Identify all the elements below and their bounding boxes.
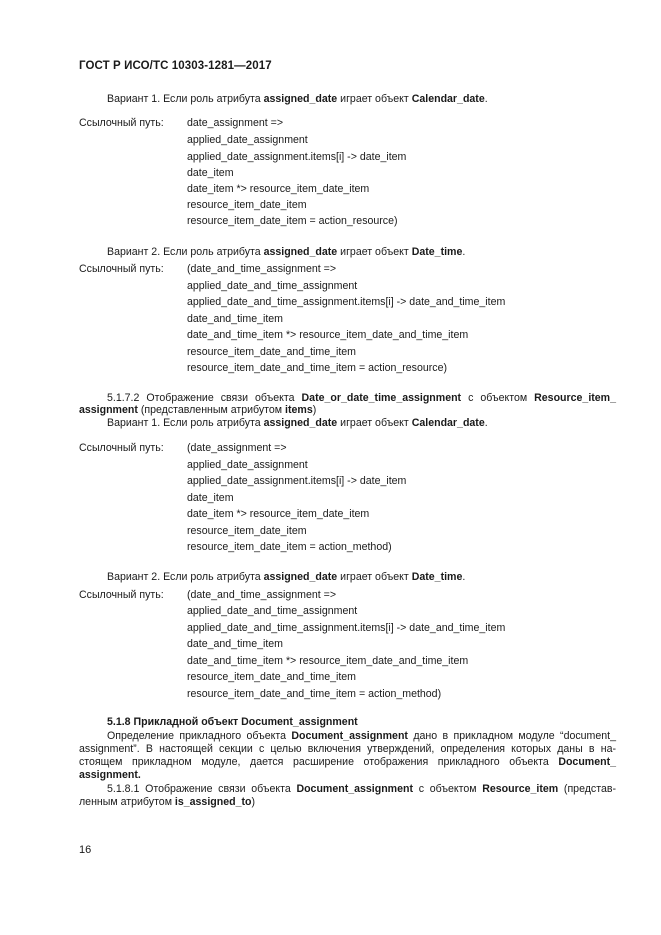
path-line: (date_and_time_assignment => xyxy=(187,589,337,601)
path-line: resource_item_date_and_time_item xyxy=(187,671,357,683)
path-line: date_and_time_item xyxy=(187,313,283,325)
path-line: resource_item_date_item = action_method) xyxy=(187,541,392,553)
path-line: applied_date_and_time_assignment xyxy=(187,280,358,292)
clause-5172-line-2: assignment (представленным атрибутом items) xyxy=(79,404,317,416)
variant-line: Вариант 2. Если роль атрибута assigned_date играет объект Date_time. xyxy=(107,246,466,258)
reference-path-label: Ссылочный путь: xyxy=(79,442,164,454)
path-line: (date_assignment => xyxy=(187,442,287,454)
path-line: resource_item_date_and_time_item = action_resource) xyxy=(187,362,447,374)
variant-line: Вариант 1. Если роль атрибута assigned_date играет объект Calendar_date. xyxy=(107,417,488,429)
path-line: applied_date_and_time_assignment.items[i] -> date_and_time_item xyxy=(187,296,506,308)
page-number: 16 xyxy=(79,844,92,856)
path-line: resource_item_date_and_time_item xyxy=(187,346,357,358)
clause-518-para-line-4: assignment. xyxy=(79,769,141,781)
reference-path-label: Ссылочный путь: xyxy=(79,263,164,275)
clause-518-para-line-1: Определение прикладного объекта Document_assignment дано в прикладном модуле “document_ xyxy=(107,730,616,742)
path-line: date_and_time_item *> resource_item_date_and_time_item xyxy=(187,655,469,667)
path-line: date_item *> resource_item_date_item xyxy=(187,183,370,195)
path-line: resource_item_date_item xyxy=(187,199,307,211)
reference-path-label: Ссылочный путь: xyxy=(79,589,164,601)
reference-path-label: Ссылочный путь: xyxy=(79,117,164,129)
path-line: applied_date_assignment xyxy=(187,134,308,146)
page-header: ГОСТ Р ИСО/ТС 10303-1281—2017 xyxy=(79,60,272,72)
clause-5181-line-2: ленным атрибутом is_assigned_to) xyxy=(79,796,255,808)
variant-line: Вариант 1. Если роль атрибута assigned_date играет объект Calendar_date. xyxy=(107,93,488,105)
path-line: (date_and_time_assignment => xyxy=(187,263,337,275)
path-line: resource_item_date_and_time_item = action_method) xyxy=(187,688,442,700)
clause-518-heading: 5.1.8 Прикладной объект Document_assignment xyxy=(107,716,358,728)
clause-5181-line-1: 5.1.8.1 Отображение связи объекта Document_assignment с объектом Resource_item (представ- xyxy=(107,783,616,795)
path-line: date_item xyxy=(187,167,234,179)
clause-5172-line-1: 5.1.7.2 Отображение связи объекта Date_or_date_time_assignment с объектом Resource_item_ xyxy=(107,392,616,404)
path-line: resource_item_date_item xyxy=(187,525,307,537)
path-line: applied_date_assignment xyxy=(187,459,308,471)
path-line: date_item *> resource_item_date_item xyxy=(187,508,370,520)
clause-518-para-line-2: assignment”. В настоящей секции с целью включения утверждений, определения которых даны в на- xyxy=(79,743,616,755)
path-line: applied_date_and_time_assignment xyxy=(187,605,358,617)
clause-518-para-line-3: стоящем прикладном модуле, дается расширение отображения прикладного объекта Document_ xyxy=(79,756,616,768)
path-line: applied_date_assignment.items[i] -> date_item xyxy=(187,151,407,163)
path-line: resource_item_date_item = action_resource) xyxy=(187,215,398,227)
path-line: date_and_time_item xyxy=(187,638,283,650)
path-line: date_and_time_item *> resource_item_date_and_time_item xyxy=(187,329,469,341)
path-line: date_item xyxy=(187,492,234,504)
path-line: applied_date_and_time_assignment.items[i] -> date_and_time_item xyxy=(187,622,506,634)
variant-line: Вариант 2. Если роль атрибута assigned_date играет объект Date_time. xyxy=(107,571,466,583)
path-line: date_assignment => xyxy=(187,117,284,129)
path-line: applied_date_assignment.items[i] -> date_item xyxy=(187,475,407,487)
